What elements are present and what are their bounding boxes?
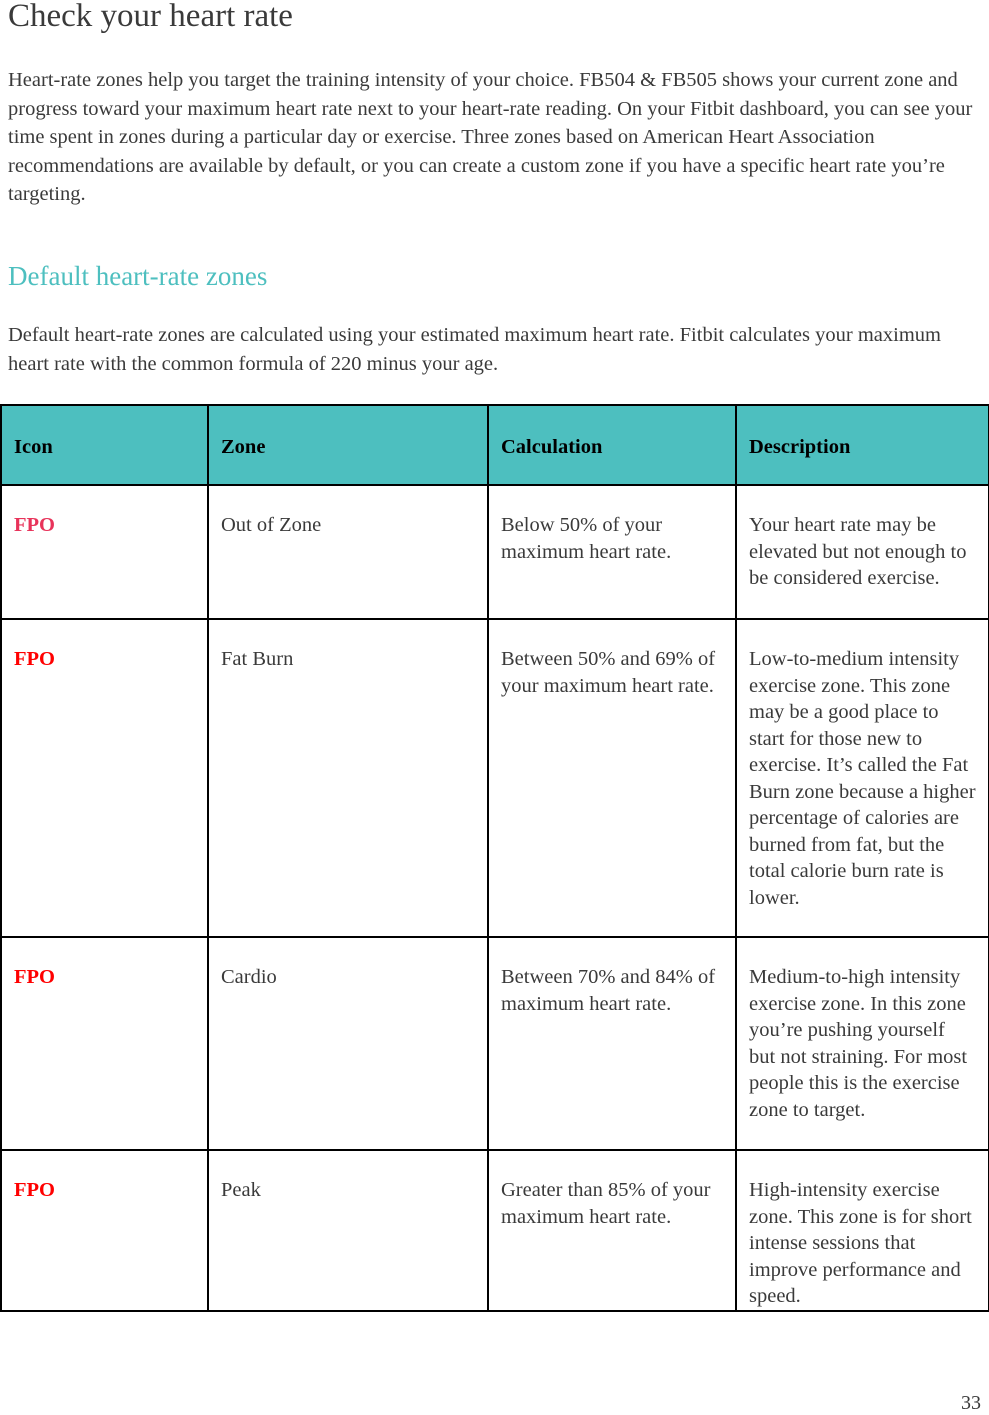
- table-row: [1, 485, 989, 619]
- zone-icon-placeholder: FPO: [1, 485, 208, 619]
- table-row: [1, 619, 989, 937]
- zone-calculation: Between 70% and 84% of maximum heart rate.: [488, 937, 736, 1150]
- zone-icon-placeholder: FPO: [1, 937, 208, 1150]
- zone-calculation: Below 50% of your maximum heart rate.: [488, 485, 736, 619]
- zone-icon-placeholder: FPO: [1, 1150, 208, 1311]
- zone-name: Peak: [208, 1150, 488, 1311]
- zone-calculation: Greater than 85% of your maximum heart rate.: [488, 1150, 736, 1311]
- zone-description: Low-to-medium intensity exercise zone. This zone may be a good place to start for those new to exercise. It’s called the Fat Burn zone because a higher percentage of calories are burned from fat, but the total calorie burn rate is lower.: [736, 619, 989, 937]
- header-icon: Icon: [1, 405, 208, 485]
- page-title: Check your heart rate: [8, 0, 293, 34]
- zone-name: Cardio: [208, 937, 488, 1150]
- header-zone: Zone: [208, 405, 488, 485]
- zone-name: Fat Burn: [208, 619, 488, 937]
- zone-description: Medium-to-high intensity exercise zone. In this zone you’re pushing yourself but not straining. For most people this is the exercise zone to target.: [736, 937, 989, 1150]
- table-row: [1, 1150, 989, 1311]
- header-calculation: Calculation: [488, 405, 736, 485]
- zone-description: Your heart rate may be elevated but not enough to be considered exercise.: [736, 485, 989, 619]
- page-number: 33: [961, 1392, 981, 1414]
- section-heading: Default heart-rate zones: [8, 261, 268, 291]
- zone-icon-placeholder: FPO: [1, 619, 208, 937]
- table-header-row: [1, 405, 989, 485]
- intro-paragraph: Heart-rate zones help you target the training intensity of your choice. FB504 & FB505 shows your current zone and progress toward your maximum heart rate next to your heart-rate reading. On your Fitbit dashboard, you can see your time spent in zones during a particular day or exercise. Three zones based on American Heart Association recommendations are available by default, or you can create a custom zone if you have a specific heart rate you’re targeting.: [8, 69, 973, 205]
- header-description: Description: [736, 405, 989, 485]
- zone-description: High-intensity exercise zone. This zone is for short intense sessions that improve performance and speed.: [736, 1150, 989, 1311]
- zone-calculation: Between 50% and 69% of your maximum heart rate.: [488, 619, 736, 937]
- heart-rate-zones-table: [0, 404, 989, 1312]
- table-row: [1, 937, 989, 1150]
- zone-name: Out of Zone: [208, 485, 488, 619]
- section-paragraph: Default heart-rate zones are calculated using your estimated maximum heart rate. Fitbit calculates your maximum heart rate with the common formula of 220 minus your age.: [8, 324, 941, 375]
